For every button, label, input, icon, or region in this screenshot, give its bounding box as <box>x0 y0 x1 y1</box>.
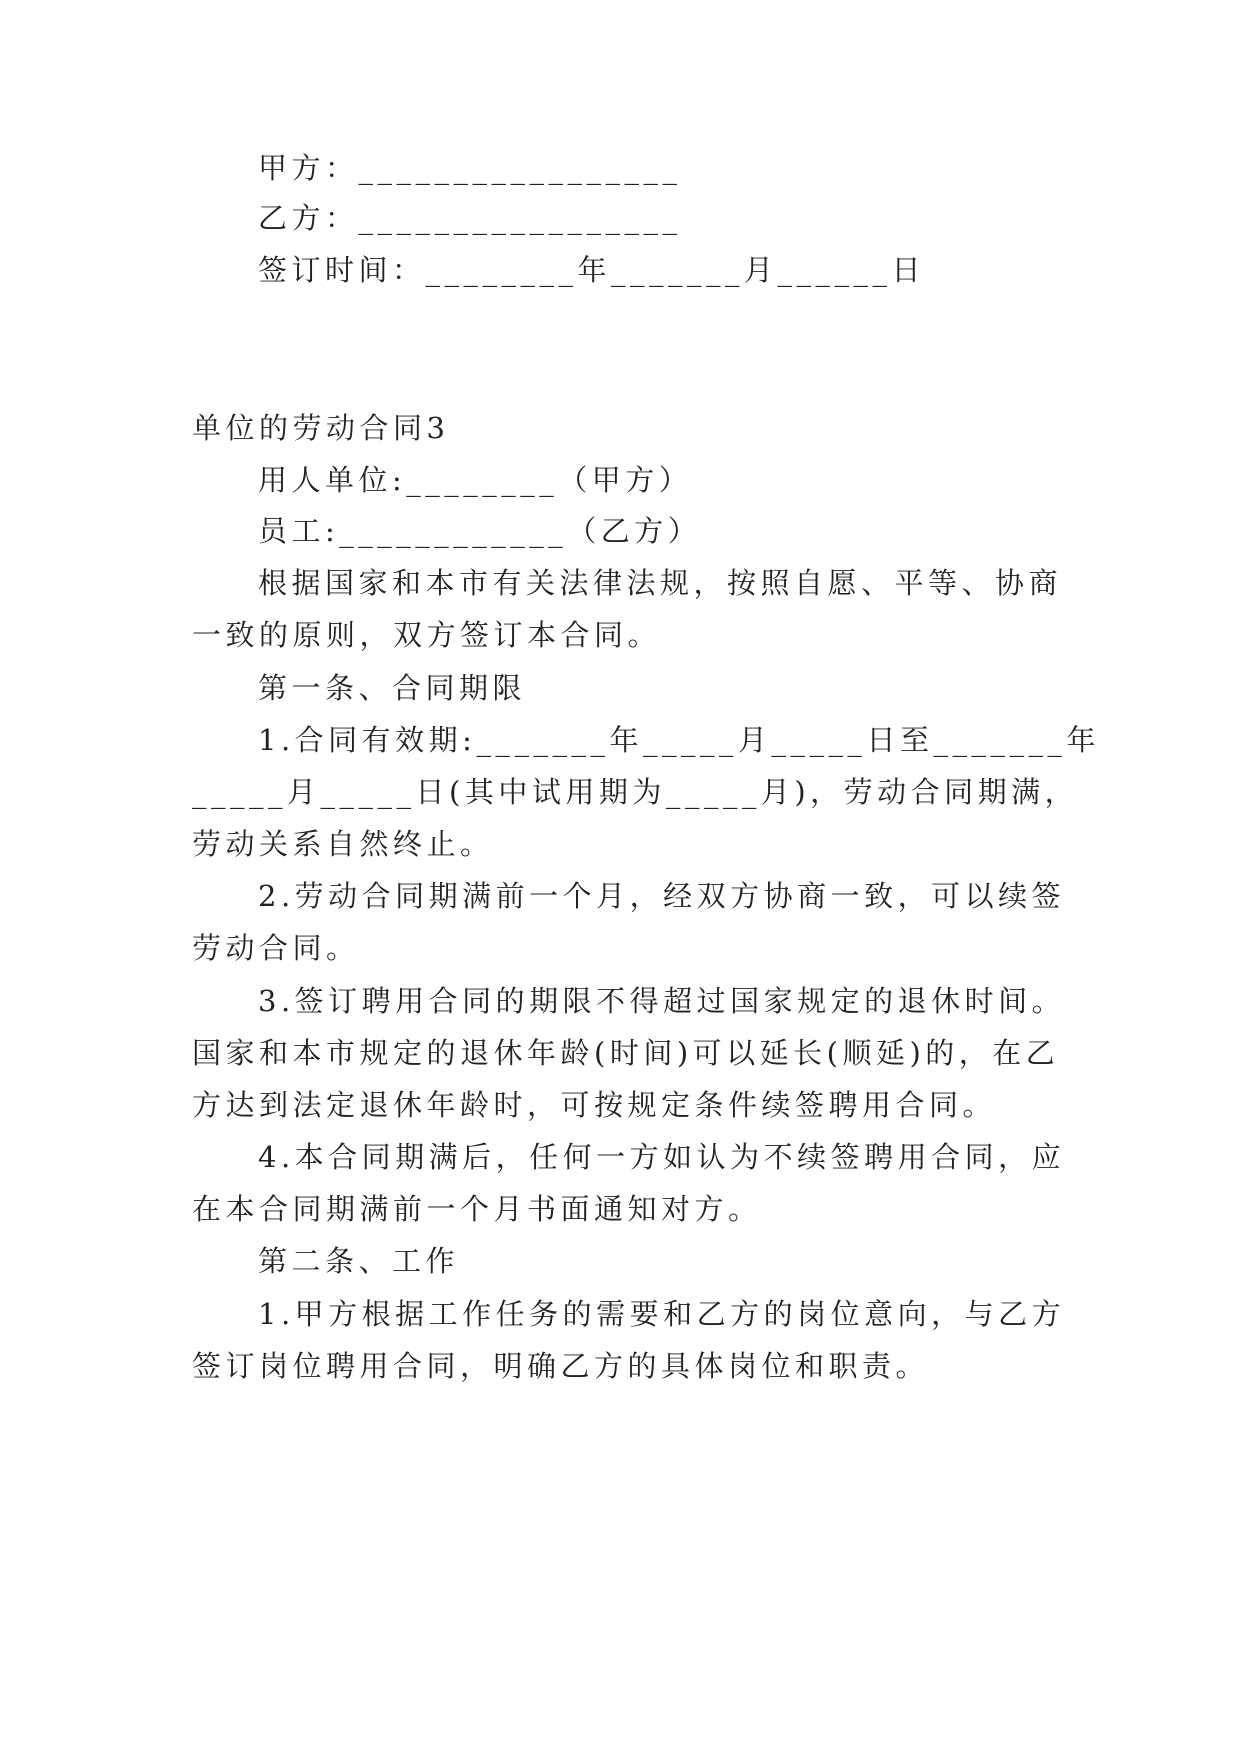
article-2-clause-1-line: 签订岗位聘用合同，明确乙方的具体岗位和职责。 <box>192 1349 930 1383</box>
article-1-clause-4-line: 4.本合同期满后，任何一方如认为不续签聘用合同，应 <box>258 1140 1066 1174</box>
article-1-clause-2-line: 2.劳动合同期满前一个月，经双方协商一致，可以续签 <box>258 879 1066 913</box>
contract-title: 单位的劳动合同3 <box>192 411 450 445</box>
article-1-clause-1-line: 1.合同有效期:_______年_____月_____日至_______年 <box>258 723 1100 757</box>
party-b-line: 乙方：_________________ <box>258 201 682 235</box>
article-1-clause-1-line: 劳动关系自然终止。 <box>192 827 494 861</box>
article-1-clause-3-line: 国家和本市规定的退休年龄(时间)可以延长(顺延)的，在乙 <box>192 1036 1060 1070</box>
sign-date-line: 签订时间：________年_______月______日 <box>258 253 926 287</box>
employee-line: 员工:____________（乙方） <box>258 514 702 548</box>
article-2-clause-1-line: 1.甲方根据工作任务的需要和乙方的岗位意向，与乙方 <box>258 1297 1066 1331</box>
intro-paragraph-line: 根据国家和本市有关法律法规，按照自愿、平等、协商 <box>258 566 1063 600</box>
intro-paragraph-line: 一致的原则，双方签订本合同。 <box>192 618 662 652</box>
employer-line: 用人单位:________（甲方） <box>258 463 693 497</box>
article-1-clause-3-line: 方达到法定退休年龄时，可按规定条件续签聘用合同。 <box>192 1088 997 1122</box>
article-1-clause-3-line: 3.签订聘用合同的期限不得超过国家规定的退休时间。 <box>258 984 1066 1018</box>
article-1-heading: 第一条、合同期限 <box>258 671 527 705</box>
article-1-clause-2-line: 劳动合同。 <box>192 931 360 965</box>
article-1-clause-1-line: _____月_____日(其中试用期为_____月)，劳动合同期满， <box>192 775 1079 809</box>
article-2-heading: 第二条、工作 <box>258 1244 460 1278</box>
party-a-line: 甲方：_________________ <box>258 151 682 185</box>
article-1-clause-4-line: 在本合同期满前一个月书面通知对方。 <box>192 1192 762 1226</box>
